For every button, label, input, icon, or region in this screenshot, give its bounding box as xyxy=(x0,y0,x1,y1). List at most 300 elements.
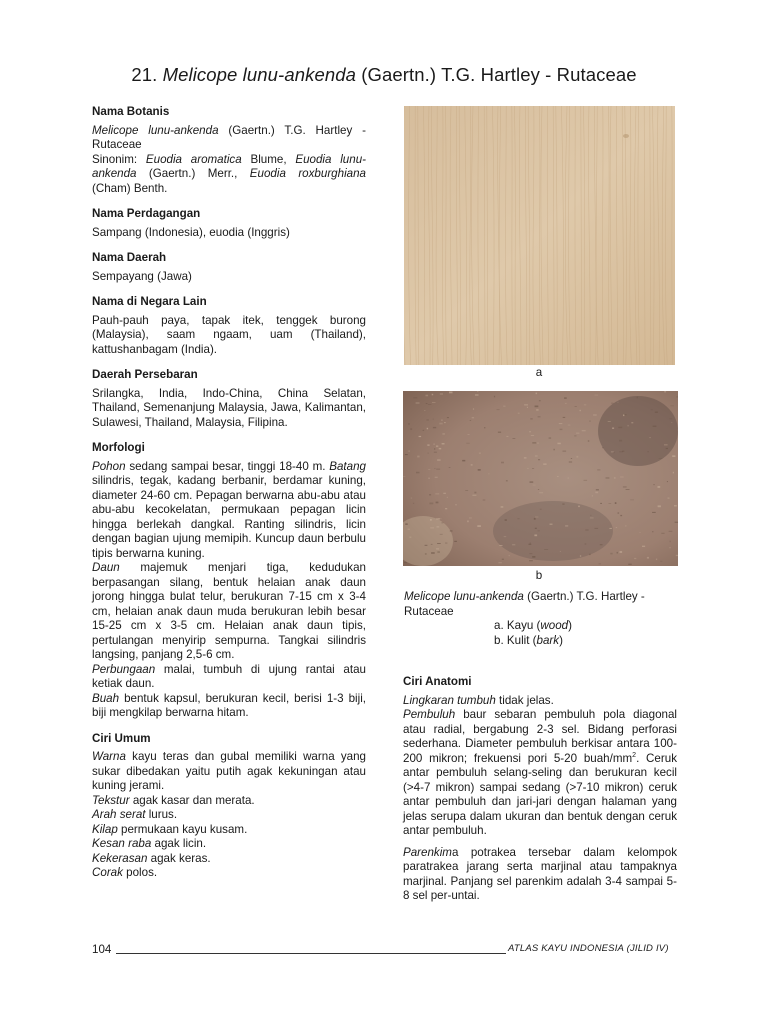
bark-speck xyxy=(436,445,438,447)
morphology-perbungaan xyxy=(92,663,366,692)
term-tekstur: Tekstur xyxy=(92,793,130,807)
general-corak xyxy=(92,866,366,881)
caption-item-a-prefix: a. Kayu ( xyxy=(494,619,541,632)
bark-speck xyxy=(439,423,442,425)
bark-speck xyxy=(623,487,627,488)
bark-speck xyxy=(530,481,534,482)
bark-speck xyxy=(653,426,657,428)
text-corak: polos. xyxy=(122,866,158,879)
bark-speck xyxy=(538,416,541,417)
bark-speck xyxy=(539,492,543,493)
bark-speck xyxy=(450,530,453,531)
bark-speck xyxy=(615,502,617,504)
bark-speck xyxy=(667,481,668,482)
bark-speck xyxy=(565,403,567,404)
term-warna: Warna xyxy=(92,750,126,763)
bark-speck xyxy=(403,476,405,477)
bark-speck xyxy=(530,543,531,544)
bark-speck xyxy=(675,522,678,523)
term-perbungaan: Perbungaan xyxy=(92,662,156,676)
bark-speck xyxy=(503,406,505,407)
term-batang: Batang xyxy=(329,459,366,473)
bark-speck xyxy=(617,402,618,403)
heading-nama-botanis: Nama Botanis xyxy=(92,105,170,118)
bark-speck xyxy=(409,537,411,539)
bark-speck xyxy=(571,458,572,459)
bark-speck xyxy=(652,531,653,532)
section-nama-perdagangan xyxy=(92,207,366,240)
bark-speck xyxy=(437,543,441,544)
title-author: (Gaertn.) T.G. Hartley - Rutaceae xyxy=(356,64,637,85)
heading-nama-perdagangan: Nama Perdagangan xyxy=(92,207,201,220)
bark-speck xyxy=(670,541,671,543)
bark-speck xyxy=(488,474,490,475)
bark-speck xyxy=(427,428,428,430)
bark-speck xyxy=(501,506,504,508)
text-tekstur: agak kasar dan merata. xyxy=(129,793,255,807)
bark-speck xyxy=(429,503,433,505)
bark-speck xyxy=(625,414,627,415)
botanical-species: Melicope lunu-ankenda xyxy=(92,123,219,137)
synonym-1: Euodia aromatica xyxy=(145,152,242,166)
bark-speck xyxy=(447,497,448,498)
bark-speck xyxy=(440,534,443,535)
bark-speck xyxy=(471,464,473,465)
bark-speck xyxy=(502,559,504,560)
term-pohon: Pohon xyxy=(92,459,126,473)
bark-speck xyxy=(498,432,501,433)
general-tekstur xyxy=(92,794,366,809)
bark-speck xyxy=(612,428,614,429)
anatomy-lingkaran xyxy=(403,694,677,709)
bark-speck xyxy=(408,451,409,452)
bark-speck xyxy=(568,425,571,426)
bark-speck xyxy=(499,545,502,546)
bark-speck xyxy=(595,528,599,529)
bark-speck xyxy=(413,397,417,398)
bark-speck xyxy=(535,406,539,408)
bark-speck xyxy=(431,544,433,545)
bark-speck xyxy=(634,558,636,559)
foreign-names: Pauh-pauh paya, tapak itek, tenggek burong (Malaysia), saam ngaam, uam (Thailand), kattushanbagam (India). xyxy=(92,313,366,356)
bark-speck xyxy=(436,518,440,520)
bark-speck xyxy=(413,503,414,504)
bark-speck xyxy=(497,409,500,410)
term-kilap: Kilap xyxy=(92,822,118,836)
bark-speck xyxy=(653,484,655,485)
bark-speck xyxy=(477,391,479,392)
anatomy-parenkim xyxy=(403,846,677,904)
bark-speck xyxy=(436,502,439,504)
bark-speck xyxy=(428,453,429,454)
bark-speck xyxy=(518,413,520,414)
bark-speck xyxy=(436,469,440,470)
bark-speck xyxy=(513,438,516,439)
bark-speck xyxy=(506,436,508,437)
bark-speck xyxy=(537,442,538,443)
text-parenkim: a potrakea tersebar dalam kelompok paratrakea jarang serta marjinal atau tampaknya marjinal. Panjang sel parenkim adalah 3-4 sampai 5-8 sel per-untai. xyxy=(403,845,677,902)
text-perbungaan: malai, tumbuh di ujung rantai atau ketiak daun. xyxy=(92,662,366,690)
trade-names: Sampang (Indonesia), euodia (Inggris) xyxy=(92,225,290,239)
bark-speck xyxy=(585,543,587,545)
bark-speck xyxy=(676,555,678,556)
bark-speck xyxy=(595,395,599,396)
bark-speck xyxy=(568,478,569,479)
bark-speck xyxy=(417,456,419,458)
bark-speck xyxy=(658,486,661,488)
bark-speck xyxy=(536,393,538,395)
bark-speck xyxy=(674,505,677,507)
bark-speck xyxy=(600,544,603,545)
bark-speck xyxy=(651,409,653,410)
heading-ciri-anatomi: Ciri Anatomi xyxy=(403,675,472,688)
text-buah: bentuk kapsul, berukuran kecil, berisi 1-3 biji, biji mengkilap berwarna hitam. xyxy=(92,691,366,719)
bark-speck xyxy=(590,517,594,518)
term-pembuluh: Pembuluh xyxy=(403,708,456,721)
bark-speck xyxy=(425,545,428,546)
bark-speck xyxy=(656,559,657,561)
bark-speck xyxy=(652,512,656,513)
term-buah: Buah xyxy=(92,691,120,705)
bark-speck xyxy=(436,548,439,549)
wood-photo xyxy=(404,106,675,365)
bark-speck xyxy=(668,498,670,499)
term-arah-serat: Arah serat xyxy=(92,808,146,821)
botanical-author: (Gaertn.) T.G. Hartley - Rutaceae xyxy=(92,123,366,151)
bark-speck xyxy=(538,459,540,460)
section-morfologi xyxy=(92,441,366,721)
bark-speck xyxy=(676,396,678,397)
distribution-text: Srilangka, India, Indo-China, China Selatan, Thailand, Semenanjung Malaysia, Jawa, Kalimantan, Sulawesi, Thailand, Malaysia, Filipina. xyxy=(92,386,366,429)
bark-speck xyxy=(659,458,663,459)
section-nama-daerah xyxy=(92,251,366,284)
caption-item-b xyxy=(494,634,678,649)
text-kilap: permukaan kayu kusam. xyxy=(117,822,248,836)
bark-speck xyxy=(449,467,451,468)
bark-speck xyxy=(580,555,581,556)
bark-speck xyxy=(431,552,435,554)
footer-divider xyxy=(116,953,506,954)
bark-speck xyxy=(455,505,457,506)
bark-speck xyxy=(462,460,465,462)
bark-speck xyxy=(532,556,535,558)
heading-nama-daerah: Nama Daerah xyxy=(92,251,167,264)
caption-item-a xyxy=(494,619,678,634)
bark-speck xyxy=(433,427,436,428)
bark-speck xyxy=(484,427,485,428)
text-daun: majemuk menjari tiga, kedudukan berpasangan silang, bentuk helaian anak daun jorong hingga bulat telur, berukuran 7-15 cm x 3-4 cm, helaian anak daun muda berukuran lebih besar 15-25 cm x 3-5 cm. Helaian anak daun tipis, pertulangan menyirip sempurna. Tangkai silindris langsing, panjang 2,5-6 cm. xyxy=(92,561,366,661)
synonym-3: Euodia roxburghiana xyxy=(249,167,367,180)
synonym-3-author: (Cham) Benth. xyxy=(92,181,168,195)
bark-speck xyxy=(433,419,434,420)
bark-speck xyxy=(593,414,597,415)
text-arah-serat: lurus. xyxy=(145,808,178,821)
bark-speck xyxy=(616,527,617,528)
bark-speck xyxy=(529,553,532,554)
bark-speck xyxy=(560,429,563,430)
bark-speck xyxy=(444,422,446,423)
bark-speck xyxy=(419,436,422,437)
bark-speck xyxy=(534,535,537,537)
bark-speck xyxy=(430,519,432,521)
text-pembuluh-2: . Ceruk antar pembuluh selang-seling dan berukuran kecil (>4-7 mikron) sampai sedang (>7-10 mikron) ceruk antar pembuluh dan jari-jari dengan halaman yang jelas serupa dalam ukuran dan bentuk dengan ceruk antar pembuluh. xyxy=(403,751,677,837)
bark-speck xyxy=(538,530,540,531)
page-title xyxy=(0,64,768,86)
caption-author: (Gaertn.) T.G. Hartley - Rutaceae xyxy=(404,590,645,618)
bark-speck xyxy=(478,469,481,471)
bark-speck xyxy=(532,468,534,469)
bark-speck xyxy=(608,421,611,422)
bark-speck xyxy=(538,489,539,490)
bark-speck xyxy=(539,400,541,401)
caption-item-b-term: bark xyxy=(536,633,560,647)
bark-speck xyxy=(416,472,420,474)
anatomy-pembuluh xyxy=(403,708,677,839)
local-names: Sempayang (Jawa) xyxy=(92,269,192,283)
general-kekerasan xyxy=(92,852,366,867)
text-pohon: sedang sampai besar, tinggi 18-40 m. xyxy=(125,459,330,473)
term-kesan-raba: Kesan raba xyxy=(92,837,152,850)
bark-speck xyxy=(427,444,429,445)
heading-ciri-umum: Ciri Umum xyxy=(92,731,151,745)
bark-speck xyxy=(592,495,593,497)
bark-speck xyxy=(660,561,662,562)
text-pembuluh-1: baur sebaran pembuluh pola diagonal atau radial, bergabung 2-3 sel. Bidang perforasi sederhana. Diameter pembuluh berkisar antara 100-200 mikron; frekuensi pori 5-20 buah/mm xyxy=(403,708,677,765)
bark-speck xyxy=(597,469,600,470)
bark-speck xyxy=(543,463,546,465)
bark-speck xyxy=(628,564,631,565)
bark-speck xyxy=(432,394,434,396)
bark-speck xyxy=(588,440,590,442)
bark-speck xyxy=(578,506,580,508)
bark-speck xyxy=(650,437,651,438)
term-daun: Daun xyxy=(92,561,120,574)
bark-speck xyxy=(445,543,447,544)
superscript: 2 xyxy=(632,751,637,759)
bark-speck xyxy=(620,515,622,516)
text-warna: kayu teras dan gubal memiliki warna yang sukar dibedakan yaitu putih agak kekuningan atau kuning jerami. xyxy=(92,750,366,792)
bark-speck xyxy=(536,409,538,411)
bark-speck xyxy=(405,523,407,525)
bark-speck xyxy=(408,423,410,425)
bark-speck xyxy=(550,524,553,525)
bark-speck xyxy=(524,457,527,459)
bark-speck xyxy=(672,455,675,457)
bark-speck xyxy=(661,533,664,534)
title-number: 21. xyxy=(131,64,158,85)
synonym-2-author: (Gaertn.) Merr., xyxy=(136,167,250,180)
bark-speck xyxy=(611,451,614,452)
bark-speck xyxy=(617,552,618,554)
bark-speck xyxy=(437,551,440,553)
bark-speck xyxy=(498,562,501,563)
bark-speck xyxy=(563,417,566,418)
synonyms xyxy=(92,153,366,197)
bark-speck xyxy=(467,521,469,523)
label-b: b xyxy=(535,569,543,582)
botanical-name xyxy=(92,124,366,153)
bark-speck xyxy=(527,468,529,469)
bark-speck xyxy=(623,415,624,417)
bark-speck xyxy=(670,406,674,407)
bark-speck xyxy=(535,456,538,457)
bark-speck xyxy=(408,529,410,530)
bark-speck xyxy=(439,448,442,450)
term-corak: Corak xyxy=(92,866,123,879)
bark-speck xyxy=(628,425,629,427)
text-batang: silindris, tegak, kadang berbanir, berdamar kuning, diameter 24-60 cm. Pepagan berwarna abu-abu atau abu-abu kecokelatan, permukaan pepagan licin hingga berlekah dangkal. Ranting silindris, licin dengan bagian ujung memipih. Kuncup daun berbulu tipis berwarna kuning. xyxy=(92,474,366,560)
bark-speck xyxy=(416,402,420,403)
bark-speck xyxy=(620,476,624,477)
caption-species: Melicope lunu-ankenda xyxy=(404,590,524,603)
bark-speck xyxy=(620,551,623,553)
bark-speck xyxy=(535,517,538,518)
bark-speck xyxy=(557,476,559,477)
bark-speck xyxy=(602,447,603,448)
bark-speck xyxy=(611,403,613,404)
bark-speck xyxy=(639,532,640,533)
bark-speck xyxy=(642,546,645,547)
bark-speck xyxy=(584,404,587,405)
text-lingkaran: tidak jelas. xyxy=(495,693,554,707)
bark-speck xyxy=(560,551,561,552)
bark-speck xyxy=(666,448,668,449)
bark-speck xyxy=(465,490,468,491)
bark-speck xyxy=(437,526,440,527)
bark-speck xyxy=(524,404,528,405)
bark-speck xyxy=(475,394,479,395)
bark-speck xyxy=(540,509,542,510)
left-column xyxy=(92,105,366,892)
bark-speck xyxy=(426,403,428,404)
bark-speck xyxy=(441,523,443,524)
bark-speck xyxy=(580,410,581,411)
bark-speck xyxy=(434,468,435,469)
bark-speck xyxy=(618,427,622,428)
bark-speck xyxy=(655,412,658,413)
bark-speck xyxy=(479,453,481,454)
bark-speck xyxy=(613,452,615,453)
bark-speck xyxy=(631,422,633,423)
bark-speck xyxy=(447,417,449,418)
bark-speck xyxy=(434,444,435,445)
bark-speck xyxy=(512,544,515,545)
bark-speck xyxy=(557,443,560,445)
bark-speck xyxy=(468,434,470,435)
bark-speck xyxy=(505,519,507,521)
bark-speck xyxy=(664,444,668,445)
bark-speck xyxy=(535,528,537,529)
bark-speck xyxy=(404,562,407,563)
bark-speck xyxy=(472,417,474,418)
bark-speck xyxy=(405,454,408,455)
page-number: 104 xyxy=(92,943,112,956)
bark-speck xyxy=(494,396,495,398)
bark-speck xyxy=(442,434,445,435)
heading-nama-negara-lain: Nama di Negara Lain xyxy=(92,295,207,308)
title-species: Melicope lunu-ankenda xyxy=(162,64,357,85)
general-arah-serat xyxy=(92,808,366,823)
bark-speck xyxy=(614,477,616,478)
bark-speck xyxy=(630,500,634,501)
bark-speck xyxy=(606,477,610,479)
morphology-buah xyxy=(92,692,366,721)
bark-speck xyxy=(576,456,578,458)
caption-items xyxy=(494,619,678,648)
bark-speck xyxy=(673,472,674,474)
bark-speck xyxy=(619,440,622,442)
bark-speck xyxy=(529,544,532,545)
bark-speck xyxy=(437,459,441,461)
bark-photo xyxy=(403,391,678,566)
bark-speck xyxy=(424,410,426,411)
bark-speck xyxy=(553,449,555,451)
bark-speck xyxy=(622,451,624,452)
bark-speck xyxy=(637,397,638,399)
figure-caption xyxy=(404,590,678,648)
text-kesan-raba: agak licin. xyxy=(151,837,207,850)
bark-speck xyxy=(483,499,486,500)
bark-speck xyxy=(434,452,437,453)
morphology-pohon xyxy=(92,460,366,562)
bark-speck xyxy=(428,404,432,405)
bark-speck xyxy=(574,436,576,437)
bark-speck xyxy=(430,527,434,528)
bark-speck xyxy=(435,493,439,494)
bark-speck xyxy=(423,430,425,431)
morphology-daun xyxy=(92,561,366,663)
bark-speck xyxy=(426,395,429,397)
section-daerah-persebaran xyxy=(92,368,366,430)
bark-speck xyxy=(425,553,427,555)
bark-speck xyxy=(445,508,447,509)
bark-speck xyxy=(531,435,534,436)
book-title: ATLAS KAYU INDONESIA (JILID IV) xyxy=(508,943,669,954)
term-parenkim: Parenkim xyxy=(403,845,452,859)
heading-daerah-persebaran: Daerah Persebaran xyxy=(92,368,198,381)
bark-speck xyxy=(585,530,588,531)
bark-speck xyxy=(426,420,429,421)
caption-item-a-suffix: ) xyxy=(568,619,572,632)
bark-speck xyxy=(563,451,567,452)
synonym-1-author: Blume, xyxy=(241,152,296,166)
bark-speck xyxy=(669,531,673,532)
bark-speck xyxy=(564,397,567,399)
bark-speck xyxy=(428,469,430,470)
bark-speck xyxy=(669,418,672,419)
term-kekerasan: Kekerasan xyxy=(92,851,148,865)
right-column xyxy=(403,675,677,915)
caption-item-a-term: wood xyxy=(540,619,569,632)
section-nama-negara-lain xyxy=(92,295,366,357)
bark-speck xyxy=(625,525,627,526)
bark-speck xyxy=(529,560,533,561)
bark-speck xyxy=(590,515,591,516)
bark-speck xyxy=(609,528,612,529)
bark-speck xyxy=(429,494,431,495)
bark-speck xyxy=(529,431,531,432)
bark-speck xyxy=(589,421,591,422)
text-kekerasan: agak keras. xyxy=(147,851,211,865)
caption-item-b-suffix: ) xyxy=(559,633,563,647)
bark-speck xyxy=(454,541,457,542)
bark-speck xyxy=(435,477,438,478)
bark-speck xyxy=(609,503,612,504)
bark-speck xyxy=(473,408,474,410)
bark-speck xyxy=(474,492,476,494)
section-ciri-anatomi xyxy=(403,675,677,904)
bark-speck xyxy=(501,462,504,464)
